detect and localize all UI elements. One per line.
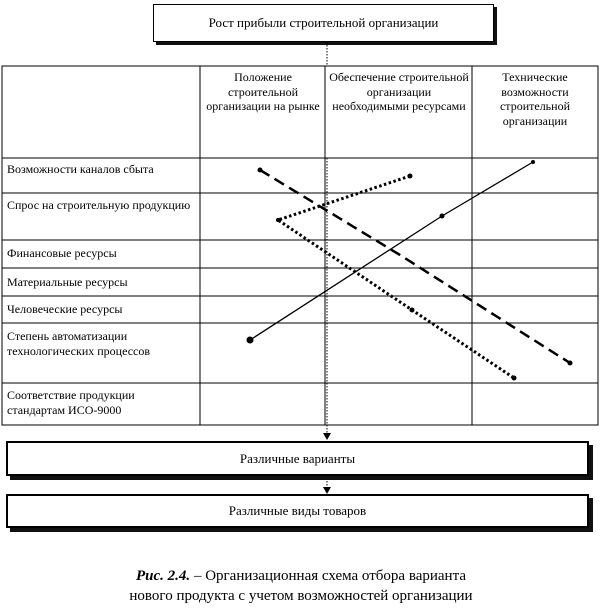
column-header: Обеспечение строительной организации необходимыми ресурсами: [329, 70, 469, 113]
variant-line-dashed: [260, 170, 570, 363]
row-label: Человеческие ресурсы: [7, 302, 123, 316]
figure-label: Рис. 2.4.: [136, 568, 191, 584]
variant-point: [408, 174, 413, 179]
variant-point: [568, 361, 573, 366]
variant-point: [247, 337, 254, 344]
figure-caption-line-2: нового продукта с учетом возможностей организации: [129, 588, 473, 604]
column-header: Положение строительной организации на рынке: [206, 70, 320, 113]
row-label: Материальные ресурсы: [7, 275, 128, 289]
variant-point: [276, 218, 280, 222]
variant-point: [258, 168, 263, 173]
row-label: Спрос на строительную продукцию: [7, 198, 191, 212]
row-label: Возможности каналов сбыта: [7, 162, 154, 176]
variant-line-dotted: [278, 176, 514, 378]
caption-line-1: – Организационная схема отбора варианта: [190, 568, 466, 584]
variants-box-label: Различные варианты: [239, 450, 356, 466]
row-label: Соответствие продукции стандартам ИСО-9000: [7, 388, 135, 417]
column-header: Технические возможности строительной организации: [499, 70, 570, 128]
goal-box-label: Рост прибыли строительной организации: [208, 15, 439, 30]
variants-box: [6, 441, 589, 476]
variant-point: [410, 308, 415, 313]
figure-caption: [0, 567, 602, 586]
connector-arrow-1: [323, 433, 331, 440]
variant-point: [440, 214, 445, 219]
connector-arrow-2: [323, 487, 331, 494]
products-box-label: Различные виды товаров: [228, 503, 367, 518]
variant-point: [531, 160, 535, 164]
variant-point: [512, 376, 517, 381]
row-label: Степень автоматизации технологических процессов: [7, 329, 151, 358]
row-label: Финансовые ресурсы: [7, 246, 117, 260]
products-box: [6, 494, 589, 528]
